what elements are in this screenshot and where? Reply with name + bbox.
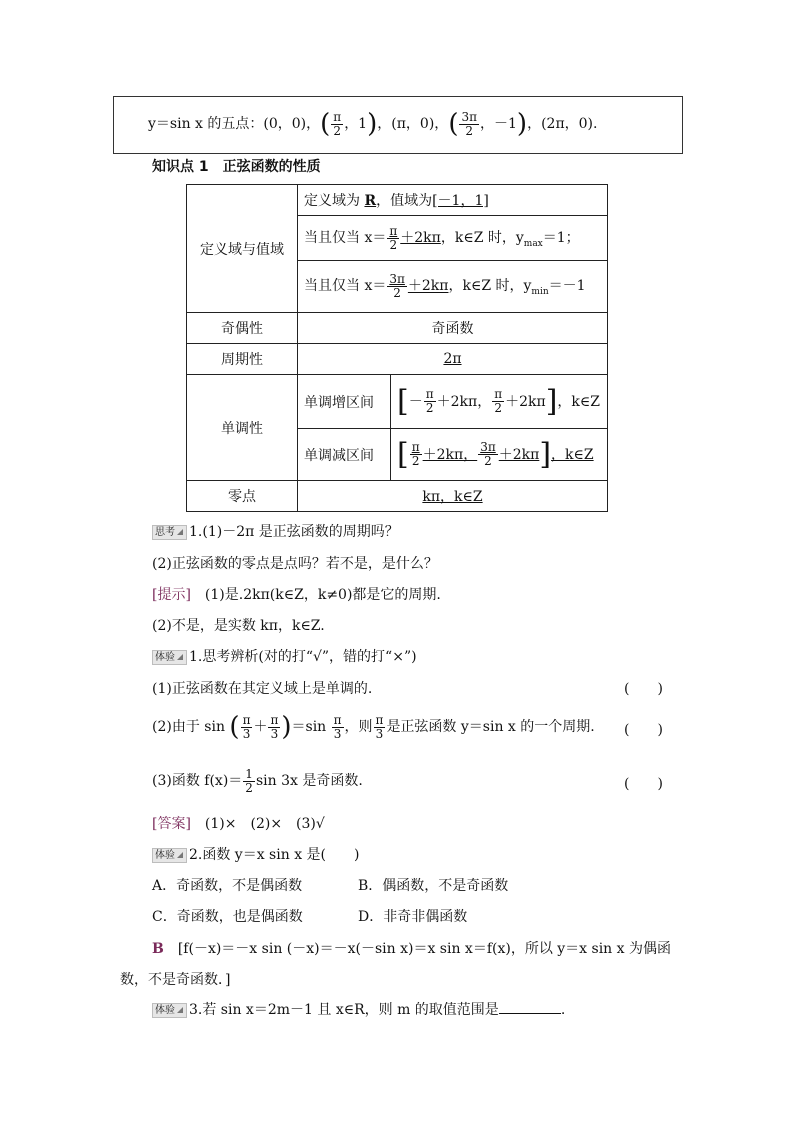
option-c: C．奇函数，也是偶函数 (152, 909, 303, 925)
decreasing-interval-value: [ $\frac{\pi}{2}$ ＋2kπ， $\frac{3\pi}{2}$ ＋2kπ]，k∈Z (391, 429, 608, 481)
exercise-3-question: 体验 3.若 sin x＝2m－1 且 x∈R，则 m 的取值范围是 . (152, 999, 565, 1019)
point-3: ，(π，0)， (377, 116, 449, 132)
statement-1-paren: ( ) (624, 681, 663, 697)
exercise-1-title: 体验 1.思考辨析(对的打“√”，错的打“×”) (152, 646, 417, 666)
think-question-1: 思考 1.(1)－2π 是正弦函数的周期吗？ (152, 521, 399, 541)
increasing-interval-label: 单调增区间 (298, 375, 391, 429)
period-value: 2π (298, 344, 608, 375)
domain-range-cell: 定义域为 R，值域为[－1，1] (298, 185, 608, 216)
monotonic-label: 单调性 (187, 375, 298, 481)
answer-label: [答案] (152, 816, 191, 832)
experience-tag: 体验 (152, 848, 187, 863)
point-1: (0，0)， (263, 116, 321, 132)
zero-label: 零点 (187, 481, 298, 512)
option-a: A．奇函数，不是偶函数 (152, 878, 303, 894)
max-condition-cell: 当且仅当 x＝ $\frac{\pi}{2}$ ＋2kπ，k∈Z 时，$y_{max}=1$； (298, 216, 608, 261)
statement-3-paren: ( ) (624, 776, 663, 792)
zero-value: kπ，k∈Z (298, 481, 608, 512)
option-d: D．非奇非偶函数 (358, 909, 468, 925)
corner-triangle-icon (177, 1007, 183, 1013)
sine-properties-table (186, 184, 608, 512)
min-condition-cell: 当且仅当 x＝ $\frac{3\pi}{2}$ ＋2kπ，k∈Z 时，$y_{min}=-1$ (298, 261, 608, 313)
domain-range-label: 定义域与值域 (187, 185, 298, 313)
exercise-1-answer: [答案] (1)× (2)× (3)√ (152, 816, 325, 832)
parity-value: 奇函数 (298, 313, 608, 344)
corner-triangle-icon (177, 529, 183, 535)
domain-value: R (364, 193, 377, 209)
answer-letter: B (152, 941, 164, 957)
exercise-2-solution-line-2: 数，不是奇函数．] (120, 972, 231, 988)
corner-triangle-icon (177, 654, 183, 660)
statement-2-paren: ( ) (624, 722, 663, 738)
statement-2: (2)由于 sin ( $\frac{\pi}{3}$ ＋ $\frac{\pi}{3}$ )＝sin $\frac{\pi}{3}$ ，则 $\frac{\pi}{3}$ 是正弦函数 y＝sin x 的一个周期. (152, 712, 595, 742)
exercise-2-solution-line-1: B [f(－x)＝－x sin (－x)＝－x(－sin x)＝x sin x＝f(x)，所以 y＝x sin x 为偶函 (152, 941, 671, 957)
period-label: 周期性 (187, 344, 298, 375)
section-title: 知识点 1 正弦函数的性质 (152, 159, 321, 175)
range-value: [－1，1] (432, 193, 489, 209)
hint-label: [提示] (152, 587, 191, 603)
statement-3: (3)函数 f(x)＝ $\frac{1}{2}$ sin 3x 是奇函数. (152, 766, 363, 795)
corner-triangle-icon (177, 852, 183, 858)
five-points-lead: y＝sin x 的五点： (148, 116, 264, 132)
five-points-line: y＝sin x 的五点：(0，0)，( $\frac{\pi}{2}$ ，1)，(π，0)，( $\frac{3\pi}{2}$ ，－1)，(2π，0). (148, 109, 598, 139)
point-5: ，(2π，0). (527, 116, 598, 132)
point-4-fraction: $\frac{3\pi}{2}$ (461, 109, 477, 138)
hint-answer-1: [提示] (1)是.2kπ(k∈Z，k≠0)都是它的周期. (152, 587, 441, 603)
point-2-fraction: $\frac{\pi}{2}$ (333, 109, 342, 138)
exercise-2-question: 体验 2.函数 y＝x sin x 是( ) (152, 844, 359, 864)
experience-tag: 体验 (152, 1003, 187, 1018)
parity-label: 奇偶性 (187, 313, 298, 344)
think-tag: 思考 (152, 525, 187, 540)
point-4-tail: ，－1 (480, 116, 517, 132)
answer-blank (499, 1001, 561, 1014)
point-2-tail: ，1 (344, 116, 368, 132)
option-b: B．偶函数，不是奇函数 (358, 878, 509, 894)
statement-1: (1)正弦函数在其定义域上是单调的. (152, 681, 373, 697)
experience-tag: 体验 (152, 650, 187, 665)
think-question-2: (2)正弦函数的零点是点吗？若不是，是什么？ (152, 556, 438, 572)
hint-answer-2: (2)不是，是实数 kπ，k∈Z. (152, 618, 325, 634)
increasing-interval-value: [－ $\frac{\pi}{2}$ ＋2kπ， $\frac{\pi}{2}$ ＋2kπ]，k∈Z (391, 375, 608, 429)
decreasing-interval-label: 单调减区间 (298, 429, 391, 481)
